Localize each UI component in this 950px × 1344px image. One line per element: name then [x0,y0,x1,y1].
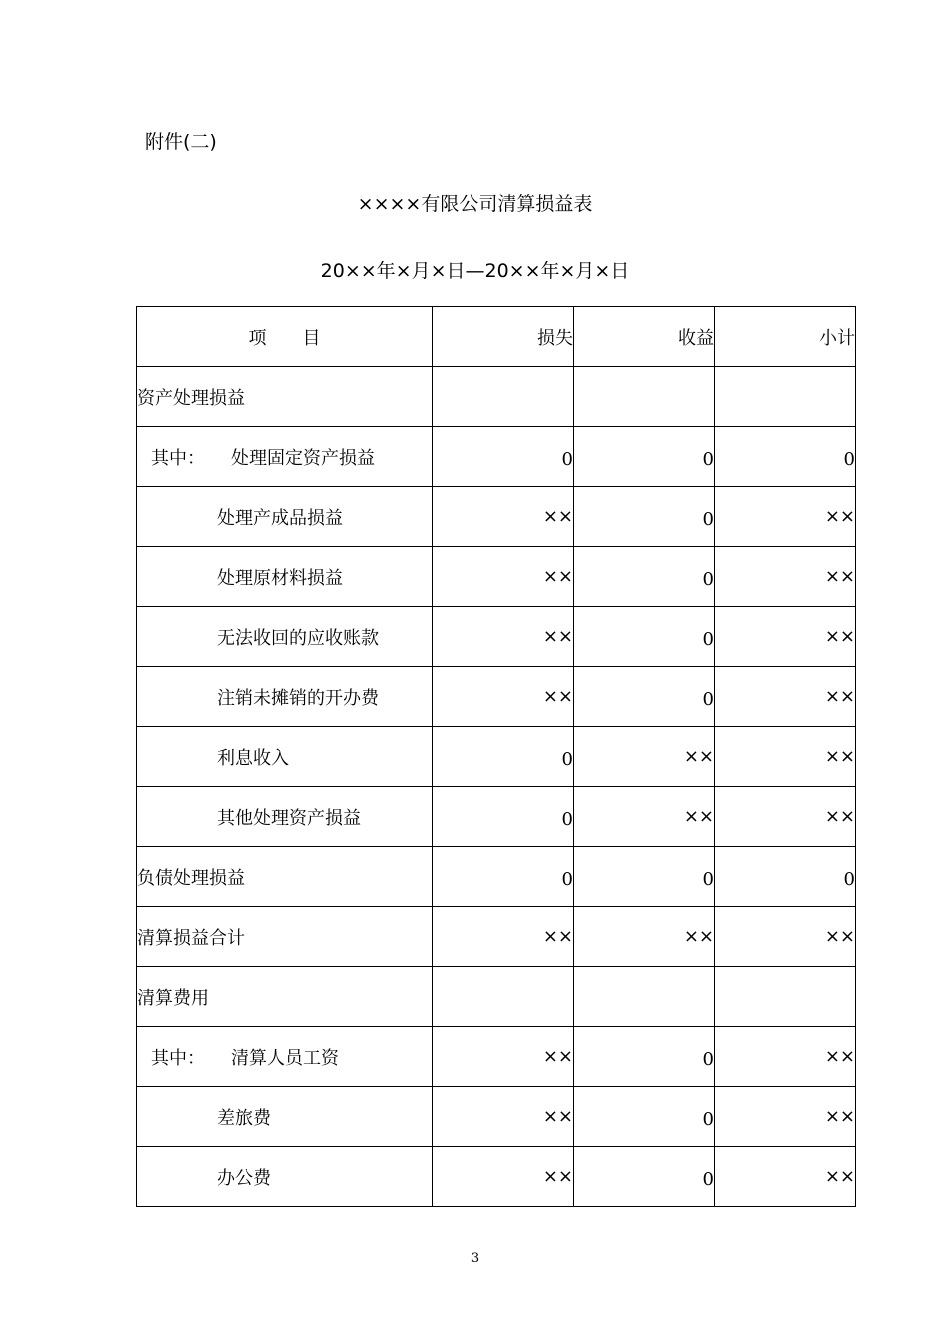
header-loss: 损失 [433,307,574,367]
cell-gain [574,1087,715,1147]
cell-gain [574,787,715,847]
row-item-label: 清算损益合计 [137,927,245,949]
cell-loss [433,667,574,727]
attachment-label: 附件(二) [145,131,217,153]
cell-value: ×× [824,1106,855,1127]
row-item-label: 利息收入 [217,747,289,769]
cell-value: 0 [702,1049,714,1070]
cell-subtotal [715,1147,856,1207]
cell-gain [574,967,715,1027]
cell-gain [574,667,715,727]
cell-value: ×× [824,566,855,587]
row-item-cell [137,367,433,427]
cell-subtotal [715,967,856,1027]
cell-gain [574,907,715,967]
liquidation-pl-table [136,306,856,1207]
row-item-label: 清算人员工资 [231,1047,339,1069]
row-item-cell [137,547,433,607]
cell-value: 0 [561,449,573,470]
cell-subtotal [715,847,856,907]
cell-value: 0 [702,1109,714,1130]
cell-value: 0 [843,449,855,470]
table-row [137,907,856,967]
cell-loss [433,1087,574,1147]
cell-loss [433,427,574,487]
row-item-cell [137,1087,433,1147]
table-row [137,787,856,847]
row-item-cell [137,667,433,727]
cell-value: 0 [702,449,714,470]
cell-subtotal [715,727,856,787]
cell-value: ×× [542,1166,573,1187]
cell-subtotal [715,787,856,847]
row-item-label: 资产处理损益 [137,387,245,409]
header-gain: 收益 [574,307,715,367]
row-item-cell [137,847,433,907]
cell-value: ×× [824,1046,855,1067]
table-row [137,607,856,667]
cell-value: ×× [542,686,573,707]
cell-value: ×× [542,566,573,587]
cell-loss [433,1147,574,1207]
cell-gain [574,487,715,547]
period-line: 20××年×月×日—20××年×月×日 [320,260,630,282]
cell-gain [574,427,715,487]
row-item-label: 清算费用 [137,987,209,1009]
cell-value: ×× [824,626,855,647]
cell-value: 0 [702,1169,714,1190]
table-row [137,727,856,787]
row-item-label: 差旅费 [217,1107,271,1129]
table-row [137,547,856,607]
cell-loss [433,967,574,1027]
cell-subtotal [715,547,856,607]
cell-value: 0 [702,509,714,530]
row-item-cell [137,427,433,487]
table-row [137,667,856,727]
cell-value: ×× [824,926,855,947]
cell-gain [574,727,715,787]
cell-value: ×× [824,1166,855,1187]
row-item-cell [137,967,433,1027]
header-item: 项 目 [137,307,433,367]
cell-loss [433,547,574,607]
table-row [137,1027,856,1087]
cell-subtotal [715,367,856,427]
cell-value: ×× [824,806,855,827]
cell-loss [433,727,574,787]
cell-value: 0 [561,809,573,830]
cell-gain [574,547,715,607]
cell-subtotal [715,1027,856,1087]
row-item-label: 无法收回的应收账款 [217,627,379,649]
row-item-cell [137,487,433,547]
table-row [137,487,856,547]
row-item-cell [137,727,433,787]
cell-loss [433,607,574,667]
row-item-cell [137,1147,433,1207]
cell-loss [433,847,574,907]
row-item-cell [137,907,433,967]
row-prefix: 其中： [151,447,205,469]
cell-subtotal [715,607,856,667]
cell-value: ×× [683,926,714,947]
cell-value: ×× [824,506,855,527]
table-row [137,427,856,487]
cell-value: ×× [542,626,573,647]
table-row [137,1087,856,1147]
cell-value: ×× [542,926,573,947]
row-item-cell [137,607,433,667]
document-title: ××××有限公司清算损益表 [357,193,593,215]
row-item-label: 负债处理损益 [137,867,245,889]
cell-value: 0 [561,869,573,890]
row-item-label: 处理产成品损益 [217,507,343,529]
cell-value: ×× [824,686,855,707]
row-item-cell [137,787,433,847]
cell-loss [433,787,574,847]
cell-value: 0 [702,869,714,890]
cell-loss [433,907,574,967]
cell-gain [574,367,715,427]
cell-loss [433,367,574,427]
page-number: 3 [470,1251,480,1266]
cell-gain [574,1027,715,1087]
cell-subtotal [715,487,856,547]
cell-value: ×× [542,1106,573,1127]
cell-subtotal [715,427,856,487]
cell-value: 0 [702,689,714,710]
cell-value: 0 [843,869,855,890]
cell-value: 0 [561,749,573,770]
cell-value: 0 [702,629,714,650]
row-item-label: 其他处理资产损益 [217,807,361,829]
row-item-cell [137,1027,433,1087]
row-item-label: 注销未摊销的开办费 [217,687,379,709]
cell-value: ×× [824,746,855,767]
table-row [137,967,856,1027]
cell-value: ×× [542,1046,573,1067]
cell-gain [574,847,715,907]
cell-value: ×× [683,806,714,827]
cell-gain [574,1147,715,1207]
cell-value: 0 [702,569,714,590]
cell-subtotal [715,667,856,727]
cell-loss [433,487,574,547]
cell-loss [433,1027,574,1087]
cell-gain [574,607,715,667]
row-item-label: 办公费 [217,1167,271,1189]
row-item-label: 处理原材料损益 [217,567,343,589]
header-subtotal: 小计 [715,307,856,367]
cell-subtotal [715,1087,856,1147]
table-row [137,1147,856,1207]
table-header-row [137,307,856,367]
cell-value: ×× [683,746,714,767]
cell-value: ×× [542,506,573,527]
cell-subtotal [715,907,856,967]
table-row [137,847,856,907]
table-row [137,367,856,427]
row-prefix: 其中： [151,1047,205,1069]
row-item-label: 处理固定资产损益 [231,447,375,469]
